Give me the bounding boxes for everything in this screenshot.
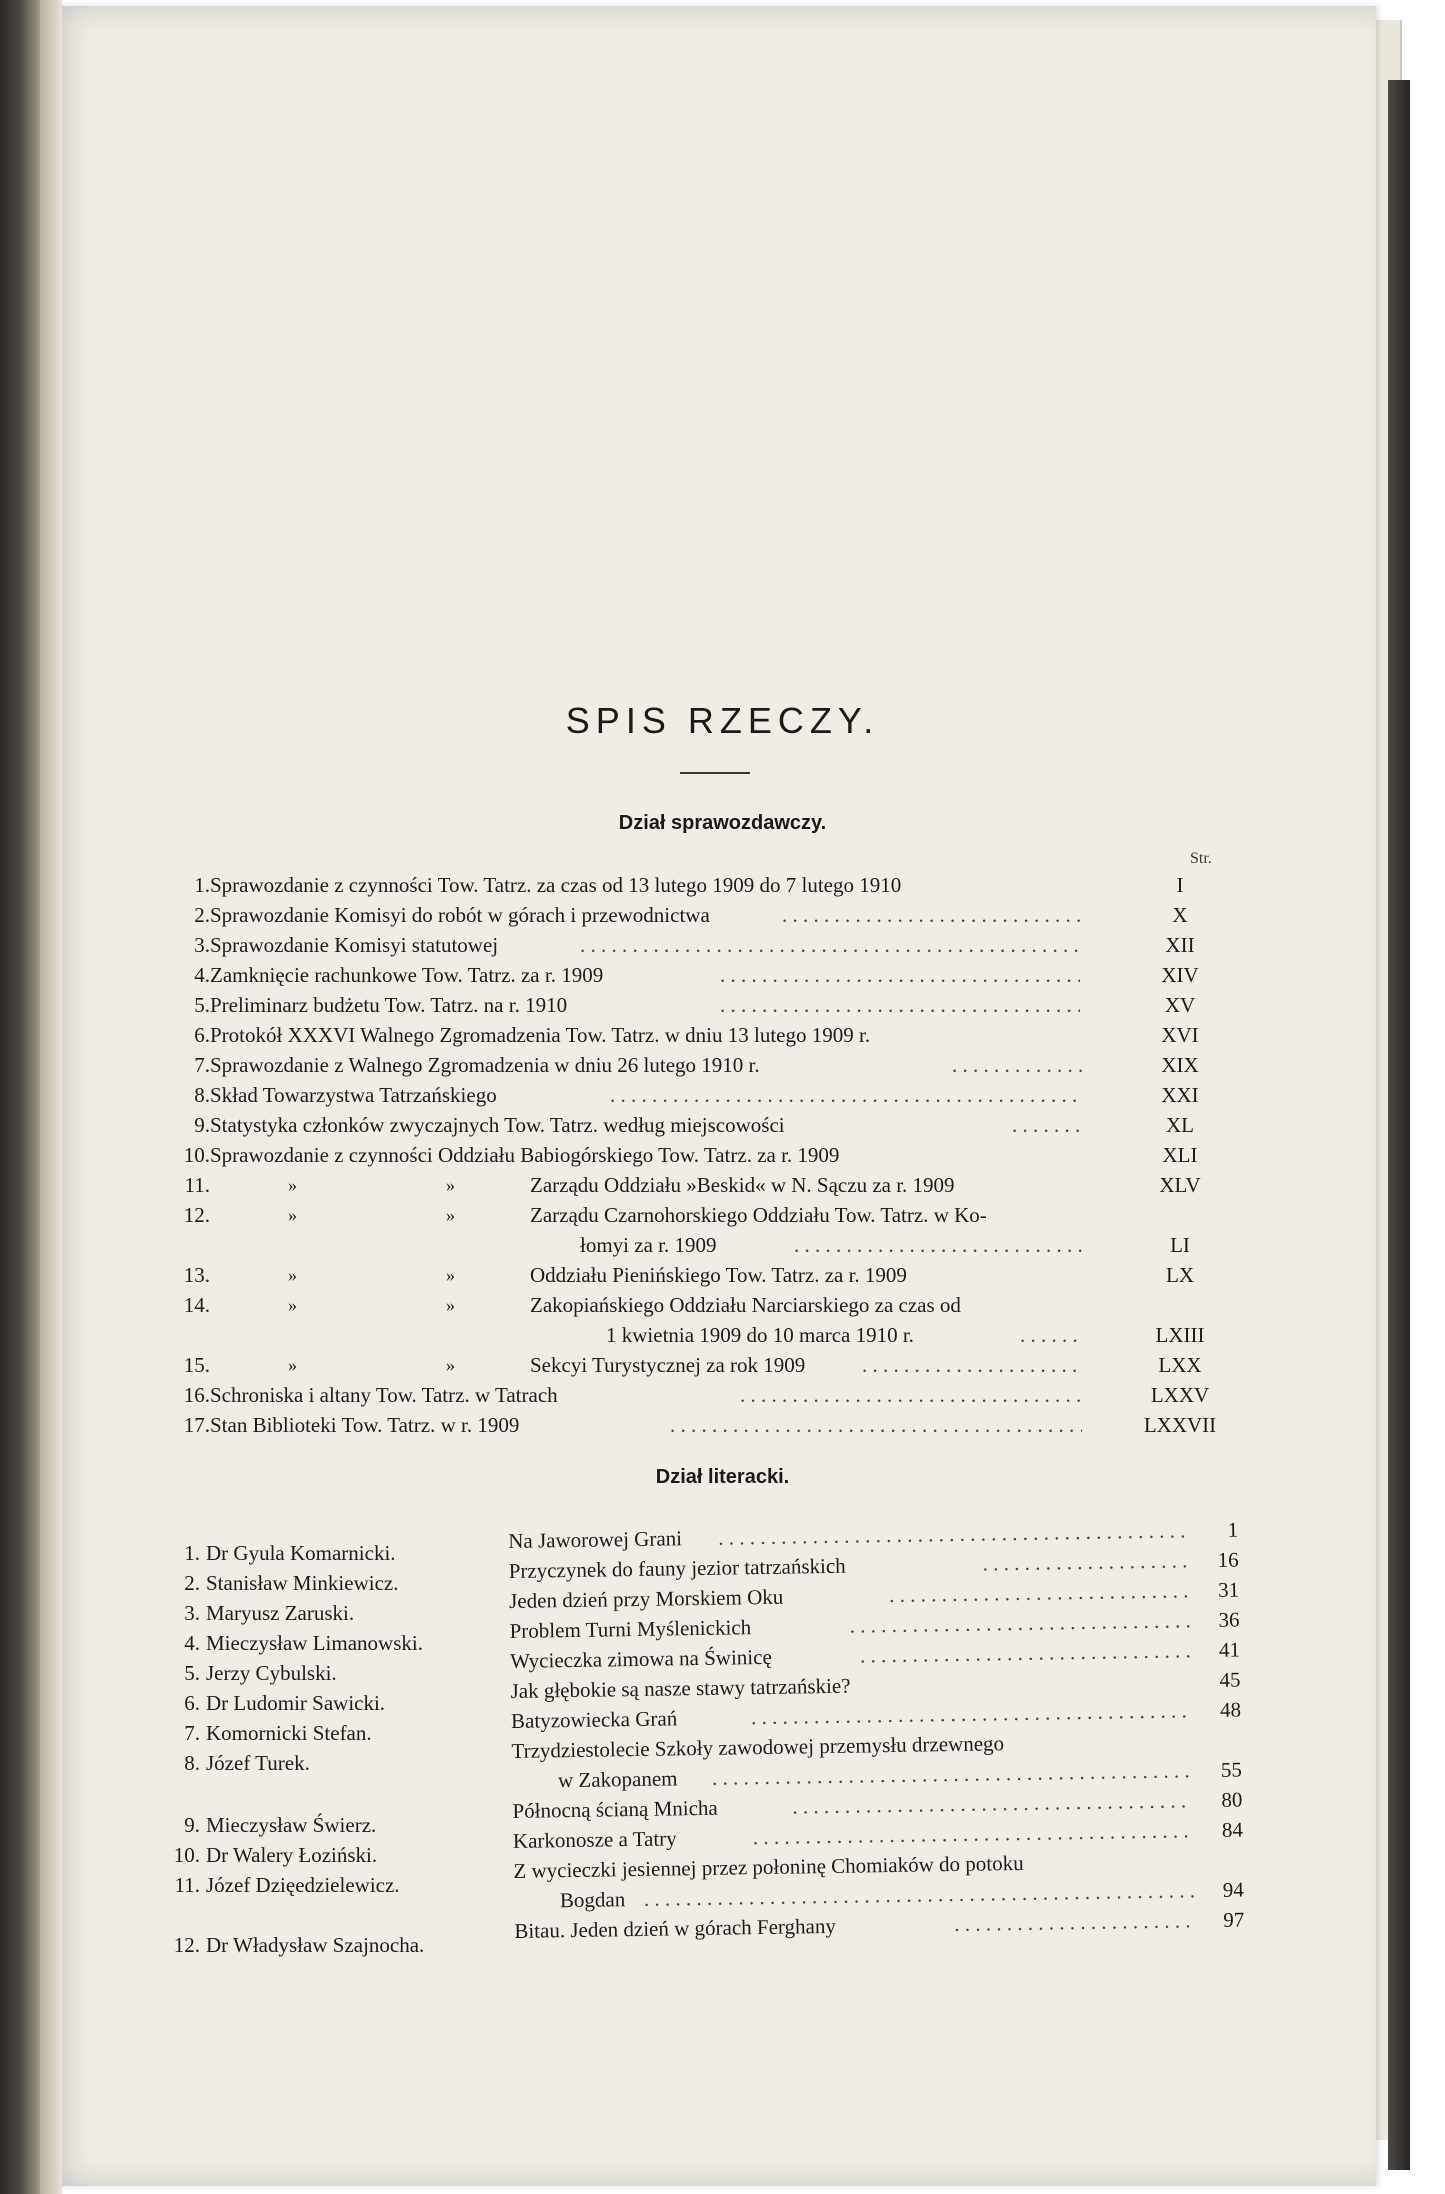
leader-dots [794,1230,1082,1260]
report-entry: 13. » » Oddziału Pienińskiego Tow. Tatrz. za r. 1909 LX [160,1260,1245,1290]
report-entry: 1. Sprawozdanie z czynności Tow. Tatrz. za czas od 13 lutego 1909 do 7 lutego 1910 I [194,873,1184,897]
ditto-mark: » [288,1295,297,1315]
page-gutter [40,0,62,2194]
literary-titles [508,1515,1245,1946]
leader-dots [782,900,1082,930]
report-entry: 3. Sprawozdanie Komisyi statutowej . . . XII [160,930,1245,960]
report-entry: 9. Statystyka członków zwyczajnych Tow. Tatrz. według miejscowości . . . XL [160,1110,1245,1140]
title-item: Problem Turni Myślenickich . . . 36 [509,1605,1239,1646]
report-entry: 10. Sprawozdanie z czynności Oddziału Babiogórskiego Tow. Tatrz. za r. 1909 XLI [183,1143,1198,1167]
title-item: Bitau. Jeden dzień w górach Ferghany . . . 97 [514,1904,1244,1945]
report-entry: 7. Sprawozdanie z Walnego Zgromadzenia w dniu 26 lutego 1910 r. . . . XIX [160,1050,1245,1080]
leader-dots [1020,1320,1082,1350]
section-heading-report: Dział sprawozdawczy. [618,812,827,834]
title-item: Jeden dzień przy Morskiem Oku . . . 31 [509,1575,1239,1616]
report-entry: 11. » » Zarządu Oddziału »Beskid« w N. Sączu za r. 1909 XLV [160,1170,1245,1200]
title-item: Batyzowiecka Grań . . . 48 [511,1695,1241,1736]
report-entry: łomyi za r. 1909 . . . LI [160,1230,1245,1260]
leader-dots [862,1350,1082,1380]
report-entry: 12. » » Zarządu Czarnohorskiego Oddziału Tow. Tatrz. w Ko- [160,1200,1245,1230]
page-column-label: Str. [1190,850,1212,867]
ditto-mark: » [446,1355,455,1375]
ditto-mark: » [446,1295,455,1315]
ditto-mark: » [288,1355,297,1375]
leader-dots [982,1545,1188,1578]
report-entry: 5. Preliminarz budżetu Tow. Tatrz. na r. 1910 . . . XV [160,990,1245,1020]
page-title: SPIS RZECZY. [565,700,880,741]
report-entry: 17. Stan Biblioteki Tow. Tatrz. w r. 1909 . . . LXXVII [160,1410,1245,1440]
title-item: Trzydziestolecie Szkoły zawodowej przemysłu drzewnego [511,1731,1005,1763]
book-photo: SPIS RZECZY. Dział sprawozdawczy. Str. 1. Sprawozdanie z czynności Tow. Tatrz. za czas od 13 lutego 1909 do 7 lutego 1910 I 2. Sprawozdanie Komisyi do robót w górach i przewodnictwa . . . X 3. Sprawozdanie Komisyi statutowej . . . XII 4. Zamknięcie rachunkowe Tow. Tatrz. za r. 1909 . . . XIV 5. Preliminarz budżetu Tow. Tatrz. na r. 1910 . . . XV 6. Protokół XXXVI Walnego Zgromadzenia Tow. Tatrz. w dniu 13 lutego 1909 r. XVI 7. Sprawozdanie z Walnego Zgromadzenia w dniu 26 lutego 1910 r. . . . XIX 8. Skład Towarzystwa Tatrzańskiego . . . XXI 9. Statystyka członków zwyczajnych Tow. Tatrz. według miejscowości . . . XL 10. Sprawozdanie z czynności Oddziału Babiogórskiego Tow. Tatrz. za r. 1909 XLI 11. » » Zarządu Oddziału »Beskid« w N. Sączu za r. 1909 XLV 12. » » Zarządu Czarnohorskiego Oddziału Tow. Tatrz. w Ko- łomyi za r. 1909 . . . LI 13. » » Oddziału Pienińskiego Tow. Tatrz. za r. 1909 LX 14. » » Zakopiańskiego Oddziału Narciarskiego za czas od 1 kwietnia 1909 do 10 marca 1910 r. . . . LXIII 15. » » Sekcyi Turystycznej za rok 1909 . . . LXX 16. Schroniska i altany Tow. Tatrz. w Tatrach . . . LXXV 17. Stan Biblioteki Tow. Tatrz. w r. 1909 . . . LXXVII Dział literacki. 1. Dr Gyula Komarnicki. 2. Stanisław Minkiewicz. 3. Maryusz Zaruski. 4. Mieczysław Limanowski. 5. Jerzy Cybulski. 6. Dr Ludomir Sawicki. 7. Komornicki Stefan. 8. Józef Turek. 9. Mieczysław Świerz. 10. Dr Walery Łoziński. 11. Józef Dzięedzielewicz. 12. Dr Władysław Szajnocha. Na Jaworowej Grani . . . 1 Przyczynek do fauny jezior tatrzańskich . . . 16 Jeden dzień przy Morskiem Oku . . . 31 Problem Turni Myślenickich . . . 36 Wycieczka zimowa na Świnicę . . . 41 Jak głębokie są nasze stawy tatrzańskie? 45 Batyzowiecka Grań . . . 48 Trzydziestolecie Szkoły zawodowej przemysłu drzewnego w Zakopanem . . . 55 Północną ścianą Mnicha . . . 80 Karkonosze a Tatry . . . 84 Z wycieczki jesiennej przez połoninę Chomiaków do potoku Bogdan . . . 94 Bitau. Jeden dzień w górach Ferghany . . . 97 [0,0,1445,2194]
title-item: Z wycieczki jesiennej przez połoninę Chomiaków do potoku [513,1850,1024,1883]
leader-dots [952,1050,1082,1080]
leader-dots [1012,1110,1082,1140]
report-entry: 8. Skład Towarzystwa Tatrzańskiego . . . XXI [160,1080,1245,1110]
ditto-mark: » [446,1265,455,1285]
leader-dots [889,1575,1189,1610]
leader-dots [610,1080,1080,1110]
title-item: Bogdan . . . 94 [514,1874,1244,1915]
report-entry: 15. » » Sekcyi Turystycznej za rok 1909 . . . LXX [160,1350,1245,1380]
title-item: w Zakopanem . . . 55 [512,1755,1242,1796]
leader-dots [670,1410,1082,1440]
title-item: Wycieczka zimowa na Świnicę . . . 41 [510,1635,1240,1676]
report-entry: 1 kwietnia 1909 do 10 marca 1910 r. . . . LXIII [160,1320,1245,1350]
title-item: Jak głębokie są nasze stawy tatrzańskie? 45 [510,1667,1241,1703]
leader-dots [720,990,1080,1020]
report-entry: 16. Schroniska i altany Tow. Tatrz. w Tatrach . . . LXXV [160,1380,1245,1410]
report-entry: 14. » » Zakopiańskiego Oddziału Narciarskiego za czas od [160,1290,1245,1320]
ditto-mark: » [446,1205,455,1225]
report-entry: 2. Sprawozdanie Komisyi do robót w górach i przewodnictwa . . . X [160,900,1245,930]
leader-dots [580,930,1080,960]
title-item: Przyczynek do fauny jezior tatrzańskich . . . 16 [508,1545,1238,1586]
back-cover-edge [1388,80,1410,2170]
title-item: Północną ścianą Mnicha . . . 80 [512,1785,1242,1826]
leader-dots [954,1905,1194,1939]
ditto-mark: » [288,1205,297,1225]
ditto-mark: » [288,1265,297,1285]
leader-dots [740,1380,1082,1410]
leader-dots [720,960,1080,990]
ditto-mark: » [288,1175,297,1195]
title-item: Karkonosze a Tatry . . . 84 [513,1814,1243,1855]
section-heading-literary: Dział literacki. [655,1466,790,1488]
ditto-mark: » [446,1175,455,1195]
report-entry: 6. Protokół XXXVI Walnego Zgromadzenia Tow. Tatrz. w dniu 13 lutego 1909 r. XVI [194,1023,1199,1047]
title-rule [680,772,750,774]
report-entry: 4. Zamknięcie rachunkowe Tow. Tatrz. za r. 1909 . . . XIV [160,960,1245,990]
title-item: Na Jaworowej Grani . . . 1 [508,1515,1238,1556]
